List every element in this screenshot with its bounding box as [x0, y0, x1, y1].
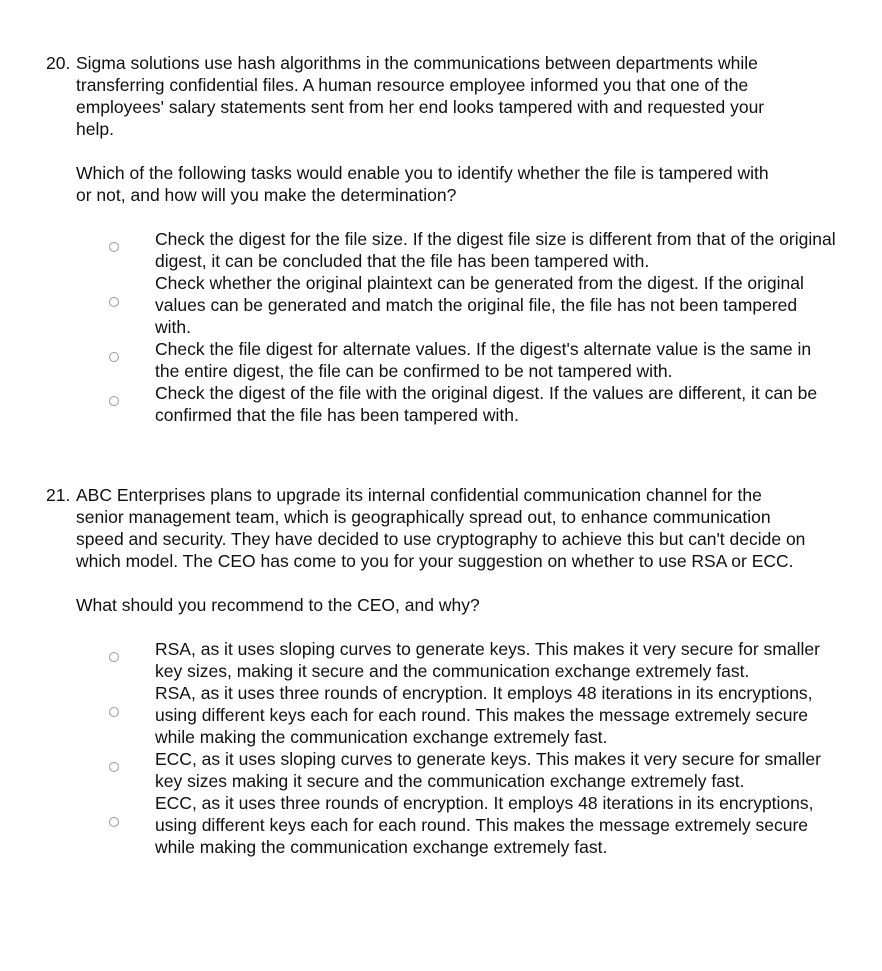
radio-button[interactable]	[109, 817, 119, 827]
option-text: RSA, as it uses sloping curves to generate keys. This makes it very secure for smaller key sizes, making it secure and the communication exchange extremely fast.	[155, 639, 820, 681]
question-text: ABC Enterprises plans to upgrade its internal confidential communication channel for the senior management team, which is geographically spread out, to enhance communication speed and security. They have decided to use cryptography to achieve this but can't decide on which model. The CEO has come to you for your suggestion on whether to use RSA or ECC.	[76, 485, 806, 571]
option-text: ECC, as it uses sloping curves to generate keys. This makes it very secure for smaller key sizes making it secure and the communication exchange extremely fast.	[155, 749, 821, 791]
question-header	[46, 52, 846, 140]
radio-button[interactable]	[109, 396, 119, 406]
answer-option[interactable]	[46, 748, 846, 792]
question-20	[46, 52, 846, 426]
radio-button[interactable]	[109, 297, 119, 307]
radio-button[interactable]	[109, 242, 119, 252]
option-text: RSA, as it uses three rounds of encryption. It employs 48 iterations in its encryptions, using different keys each for each round. This makes the message extremely secure while making the communication exchange extremely fast.	[155, 683, 813, 747]
answer-option[interactable]	[46, 228, 846, 272]
answer-option[interactable]	[46, 382, 846, 426]
option-text: Check the digest for the file size. If the digest file size is different from that of the original digest, it can be concluded that the file has been tampered with.	[155, 229, 836, 271]
radio-button[interactable]	[109, 652, 119, 662]
answer-options	[46, 228, 846, 426]
question-text: Sigma solutions use hash algorithms in the communications between departments while transferring confidential files. A human resource employee informed you that one of the employees' salary statements sent from her end looks tampered with and requested your help.	[76, 53, 765, 139]
question-prompt: Which of the following tasks would enable you to identify whether the file is tampered with or not, and how will you make the determination?	[76, 163, 769, 205]
answer-option[interactable]	[46, 792, 846, 858]
answer-option[interactable]	[46, 682, 846, 748]
option-text: Check the file digest for alternate values. If the digest's alternate value is the same in the entire digest, the file can be confirmed to be not tampered with.	[155, 339, 812, 381]
answer-option[interactable]	[46, 338, 846, 382]
question-number: 21.	[46, 485, 71, 505]
radio-button[interactable]	[109, 762, 119, 772]
option-text: Check the digest of the file with the original digest. If the values are different, it can be confirmed that the file has been tampered with.	[155, 383, 818, 425]
question-prompt: What should you recommend to the CEO, and why?	[76, 595, 480, 615]
question-number: 20.	[46, 53, 71, 73]
answer-option[interactable]	[46, 638, 846, 682]
question-header	[46, 484, 846, 572]
answer-options	[46, 638, 846, 858]
question-21	[46, 484, 846, 858]
option-text: Check whether the original plaintext can be generated from the digest. If the original values can be generated and match the original file, the file has not been tampered with.	[155, 273, 804, 337]
answer-option[interactable]	[46, 272, 846, 338]
radio-button[interactable]	[109, 707, 119, 717]
radio-button[interactable]	[109, 352, 119, 362]
option-text: ECC, as it uses three rounds of encryption. It employs 48 iterations in its encryptions, using different keys each for each round. This makes the message extremely secure while making the communication exchange extremely fast.	[155, 793, 814, 857]
